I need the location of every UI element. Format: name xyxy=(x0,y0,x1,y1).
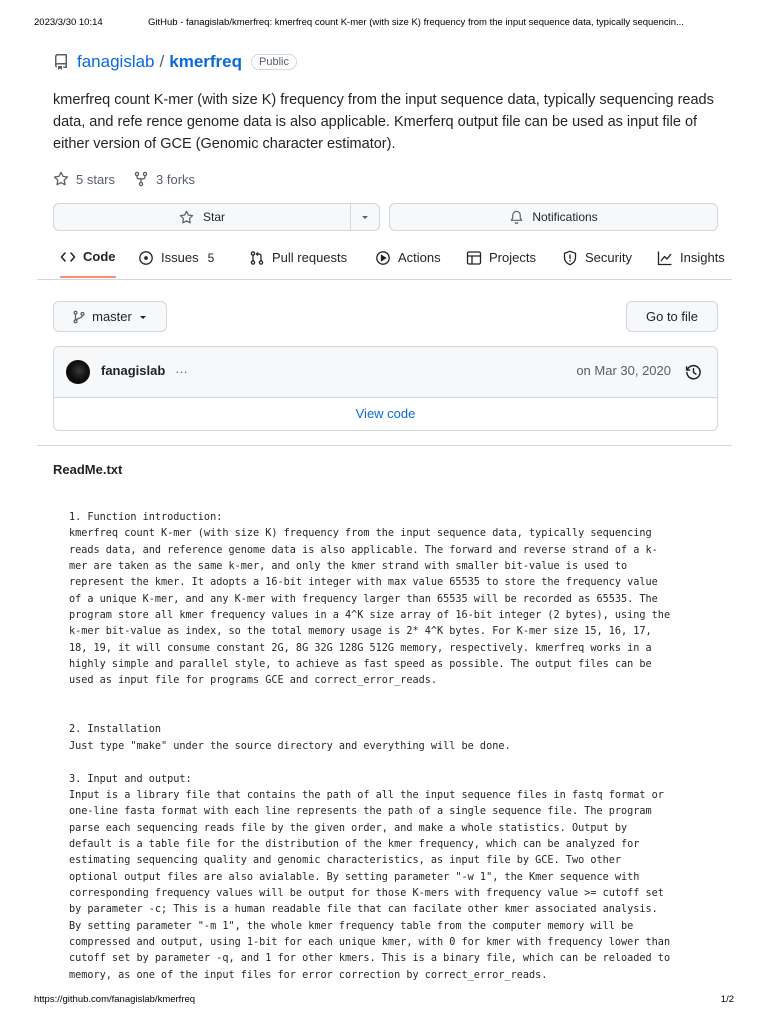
tab-insights-label: Insights xyxy=(680,250,725,265)
repo-nav-tabs xyxy=(37,237,732,280)
issue-icon xyxy=(138,250,154,266)
commit-row xyxy=(54,347,717,398)
star-button-group xyxy=(53,203,380,231)
star-icon xyxy=(179,210,194,225)
code-icon xyxy=(60,249,76,265)
notifications-button[interactable] xyxy=(389,203,718,231)
tab-actions-label: Actions xyxy=(398,250,441,265)
star-list-dropdown[interactable] xyxy=(350,204,379,230)
star-label: Star xyxy=(202,210,225,224)
go-to-file-button[interactable]: Go to file xyxy=(626,301,718,332)
tab-projects-label: Projects xyxy=(489,250,536,265)
visibility-badge: Public xyxy=(251,54,297,70)
commit-author-link[interactable]: fanagislab xyxy=(101,363,166,378)
play-icon xyxy=(375,250,391,266)
tab-code[interactable] xyxy=(60,237,116,278)
print-page-title: GitHub - fanagislab/kmerfreq: kmerfreq count K-mer (with size K) frequency from the input sequence data, typically sequencin... xyxy=(148,17,684,28)
triangle-down-icon xyxy=(360,212,370,222)
forks-link[interactable] xyxy=(133,171,195,187)
print-url: https://github.com/fanagislab/kmerfreq xyxy=(34,994,196,1005)
repo-separator: / xyxy=(159,52,165,71)
tab-pull-requests[interactable] xyxy=(249,237,347,278)
repo-icon xyxy=(53,54,69,70)
triangle-down-icon xyxy=(138,312,148,322)
stars-count: 5 stars xyxy=(76,171,116,187)
print-datetime: 2023/3/30 10:14 xyxy=(34,17,103,28)
tab-insights[interactable] xyxy=(657,237,725,278)
pull-request-icon xyxy=(249,250,265,266)
repo-stats xyxy=(53,171,213,187)
tab-pull-requests-label: Pull requests xyxy=(272,250,348,265)
commit-more-button[interactable]: … xyxy=(175,361,188,376)
tab-projects[interactable] xyxy=(466,237,536,278)
shield-icon xyxy=(562,250,578,266)
issues-count: 5 xyxy=(207,250,215,265)
star-icon xyxy=(53,171,69,187)
repo-header xyxy=(53,52,297,72)
branch-icon xyxy=(72,310,86,324)
repo-name-link[interactable]: kmerfreq xyxy=(169,52,243,71)
view-code-link[interactable]: View code xyxy=(355,406,416,421)
tab-security[interactable] xyxy=(562,237,632,278)
commit-date: on Mar 30, 2020 xyxy=(576,363,671,378)
star-button[interactable] xyxy=(54,204,350,230)
tab-actions[interactable] xyxy=(375,237,441,278)
latest-commit-box xyxy=(53,346,718,431)
history-icon[interactable] xyxy=(685,364,702,381)
branch-select-button[interactable] xyxy=(53,301,167,332)
print-page-number: 1/2 xyxy=(720,994,734,1005)
tab-code-label: Code xyxy=(83,249,116,264)
readme-content: 1. Function introduction: kmerfreq count K-mer (with size K) frequency from the input sequence data, typically sequencing reads data, and reference genome data is also applicable. The forward and reverse strand of a k- mer are taken as the same k-mer, and only the kmer strand with smaller bit-value is used to represent the kmer. It adopts a 16-bit integer with max value 65535 to store the frequency value of a unique K-mer, and any K-mer with frequency larger than 65535 will be recorded as 65535. The program store all kmer frequency values in a 4^K size array of 16-bit integer (2 bytes), using the k-mer bit-value as index, so the total memory usage is 2* 4^K bytes. For K-mer size 15, 16, 17, 18, 19, it will consume constant 2G, 8G 32G 128G 512G memory, respectively. kmerfreq works in a highly simple and parallel style, to achieve as fast speed as possible. The output files can be used as input file for programs GCE and correct_error_reads. 2. Installation Just type "make" under the source directory and everything will be done. 3. Input and output: Input is a library file that contains the path of all the input sequence files in fastq format or one-line fasta format with each line represents the path of a single sequence file. The program parse each sequencing reads file by the given order, and make a whole statistics. Output by default is a table file for the distribution of the kmer frequency, which can be analyzed for estimating sequencing quality and genomic characteristics, as input file by GCE. Two other optional output files are also avialable. By setting parameter "-w 1", the Kmer sequence with corresponding frequency values will be output for those K-mers with frequency value >= cutoff set by parameter -c; This is a human readable file that can facilate other kmer associated analysis. By setting parameter "-m 1", the whole kmer frequency table from the computer memory will be compressed and output, using 1-bit for each unique kmer, with 0 for kmer with frequency lower than cutoff set by parameter -q, and 1 for other kmers. This is a binary file, which can be reloaded to memory, as one of the input files for error correction by correct_error_reads. xyxy=(69,512,671,981)
table-icon xyxy=(466,250,482,266)
notifications-label: Notifications xyxy=(532,210,598,224)
fork-icon xyxy=(133,171,149,187)
tab-security-label: Security xyxy=(585,250,632,265)
branch-name: master xyxy=(92,309,132,324)
avatar[interactable] xyxy=(66,360,90,384)
graph-icon xyxy=(657,250,673,266)
repo-description: kmerfreq count K-mer (with size K) frequency from the input sequence data, typically sequencing reads data, and refe rence genome data is also applicable. Kmerferq output file can be used as input file of either version of GCE (Genomic character estimator). xyxy=(53,92,714,152)
repo-owner-link[interactable]: fanagislab xyxy=(77,52,155,71)
print-footer xyxy=(34,994,734,1005)
readme-filename: ReadMe.txt xyxy=(53,462,123,477)
forks-count: 3 forks xyxy=(156,171,196,187)
tab-issues-label: Issues xyxy=(161,250,199,265)
bell-icon xyxy=(509,210,524,225)
section-divider xyxy=(37,445,732,446)
tab-issues[interactable] xyxy=(138,237,214,278)
stars-link[interactable] xyxy=(53,171,115,187)
